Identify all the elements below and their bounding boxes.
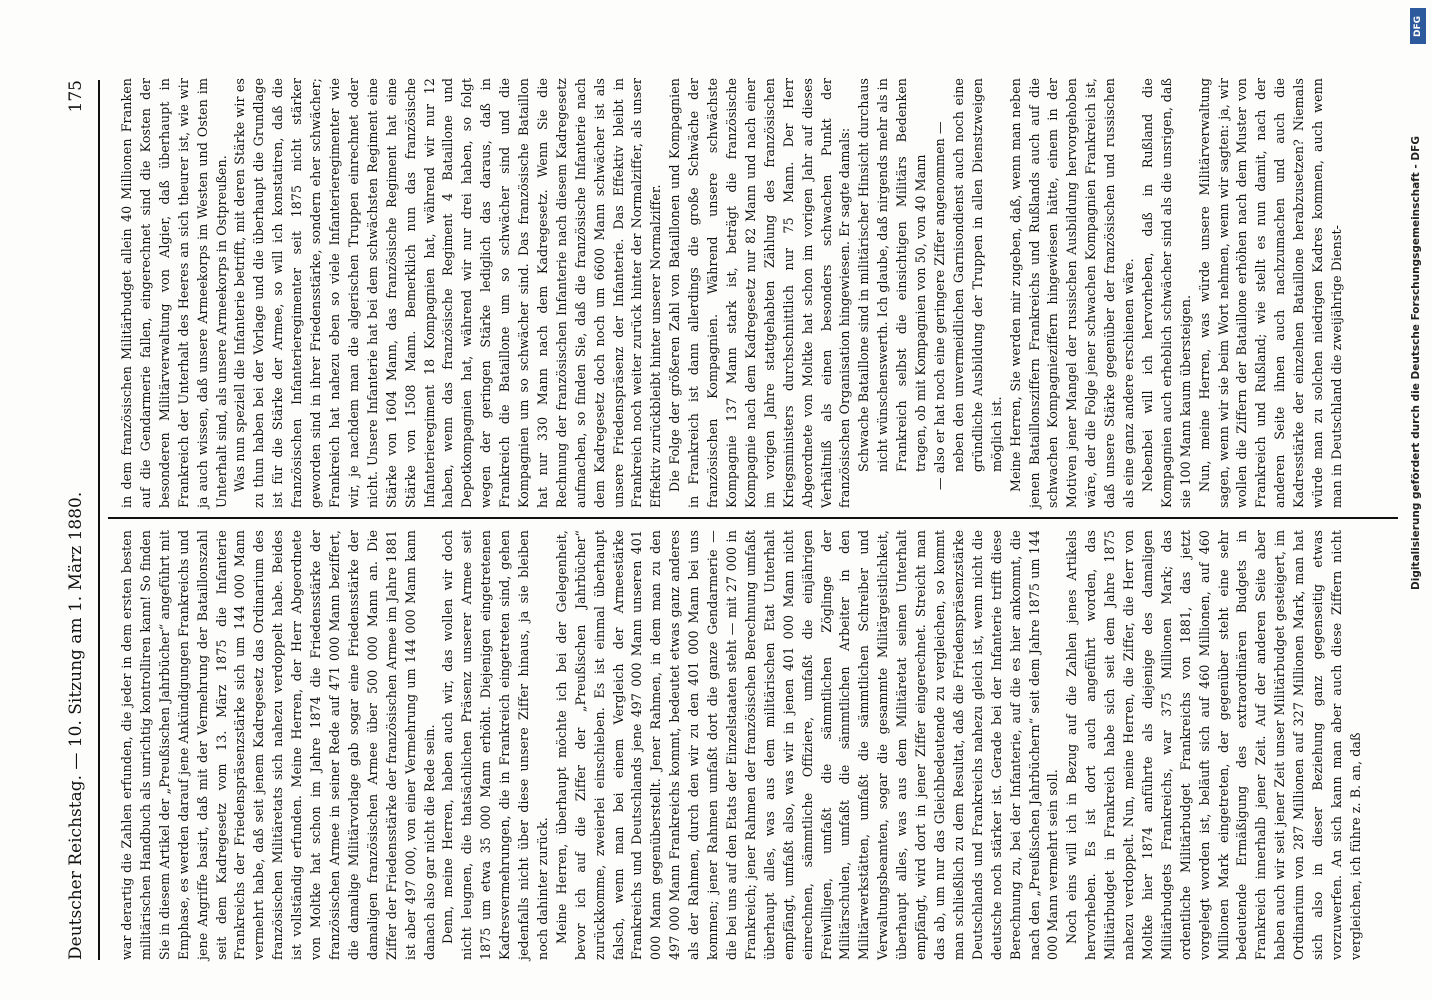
paragraph: Meine Herren, überhaupt möchte ich bei der Gelegenheit, bevor ich auf die Ziffer der „Preußischen Jahrbücher“ zurückkomme, zweierlei einschieben. Es ist einmal überhaupt falsch, wenn man bei einem Vergleich der Armeestärke Frankreichs und Deutschlands jene 497 000 Mann unseren 401 000 Mann gegenüberstellt. Jener Rahmen, in dem man zu den 497 000 Mann Frankreichs kommt, bedeutet etwas ganz anderes als der Rahmen, durch den wir zu den 401 000 Mann bei uns kommen; jener Rahmen umfaßt dort die ganze Gendarmerie — die bei uns auf den Etats der Einzelstaaten steht — mit 27 000 in Frankreich; jener Rahmen der französischen Berechnung umfaßt überhaupt alles, was aus dem militärischen Etat Unterhalt empfängt, umfaßt also, was wir in jenen 401 000 Mann nicht einrechnen, sämmtliche Offiziere, umfaßt die einjährigen Freiwilligen, umfaßt die sämmtlichen Zöglinge der Militärschulen, umfaßt die sämmtlichen Arbeiter in den Militärwerkstätten, umfaßt die sämmtlichen Schreiber und Verwaltungsbeamten, sogar die gesammte Militärgeistlichkeit, überhaupt alles, was aus dem Militäretat seinen Unterhalt empfängt, wird dort in jener Ziffer eingerechnet. Streicht man das ab, um nur das Gleichbedeutende zu vergleichen, so kommt man schließlich zu dem Resultat, daß die Friedenspräsenzstärke Deutschlands und Frankreichs nahezu gleich ist, wenn nicht die deutsche noch stärker ist. Gerade bei der Infanterie trifft diese Berechnung zu, bei der Infanterie, auf die es hier ankommt, die nach den „Preußischen Jahrbüchern“ seit dem Jahre 1875 um 144 000 Mann vermehrt sein soll. [553, 530, 1061, 960]
credit-text: Digitalisierung gefördert durch die Deutsche Forschungsgemeinschaft - DFG [1410, 136, 1422, 590]
interjection: — also er hat noch eine geringere Ziffer angenommen — [931, 121, 947, 490]
quotation: neben den unvermeidlichen Garnisondienst auch noch eine gründliche Ausbildung der Truppen in allen Dienstzweigen möglich ist. [950, 78, 1004, 472]
paragraph: in dem französischen Militärbudget allein 40 Millionen Franken auf die Gendarmerie fallen, eingerechnet sind die Kosten der besonderen Militärverwaltung von Algier, daß überhaupt in Frankreich der Unterhalt des Heeres an sich theurer ist, wie wir ja auch wissen, daß unsere Armeekorps im Westen und Osten im Unterhalt sind, als unsere Armeekorps in Ostpreußen. [119, 78, 229, 508]
left-column [118, 530, 1366, 960]
paragraph: war derartig die Zahlen erfunden, die jeder in dem ersten besten militärischen Handbuch als unrichtig kontrolliren kann! So finden Sie in diesem Artikel der „Preußischen Jahrbücher“ angeführt mit Emphase, es werden darauf jene Ankündigungen Frankreichs und jene Angriffe basirt, daß mit der Vermehrung der Bataillonszahl seit dem Kadregesetz vom 13. März 1875 die Infanterie Frankreichs der Friedenspräsenzstärke sich um 144 000 Mann vermehrt habe, daß seit jenem Kadregesetz das Ordinarium des französischen Militäretats sich nahezu verdoppelt habe. Beides ist vollständig erfunden. Meine Herren, der Herr Abgeordnete von Moltke hat schon im Jahre 1874 die Friedensstärke der französischen Armee in seiner Rede auf 471 000 Mann beziffert, die damalige Militärvorlage gab sogar eine Friedensstärke der damaligen französischen Armee über 500 000 Mann an. Die Ziffer der Friedensstärke der französischen Armee im Jahre 1881 ist aber 497 000, von einer Vermehrung um 144 000 Mann kann danach also gar nicht die Rede sein. [119, 530, 437, 960]
dfg-logo: DFG [1410, 8, 1426, 44]
running-title: Deutscher Reichstag. — 10. Sitzung am 1. März 1880. [66, 491, 86, 960]
paragraph: Nun, meine Herren, was würde unsere Militärverwaltung sagen, wenn wir sie beim Wort nehmen, wenn wir sagten: ja, wir wollen die Ziffern der Bataillone erhöhen nach dem Muster von Frankreich und Rußland; wie stellt es nun damit, nach der anderen Seite ihnen auch nachzumachen und auch die Kadresstärke der einzelnen Bataillone herabzusetzen? Niemals würde man zu solchen niedrigen Kadres kommen, auch wenn man in Deutschland die zweijährige Dienst- [1196, 78, 1344, 508]
paragraph: Was nun speziell die Infanterie betrifft, mit deren Stärke wir es zu thun haben bei der Vorlage und die überhaupt die Grundlage ist für die Stärke der Armee, so will ich konstatiren, daß die französischen Infanterieregimenter seit 1875 nicht stärker geworden sind in ihrer Friedensstärke, sondern eher schwächer; Frankreich hat nahezu eben so viele Infanterieregimenter wie wir, je nachdem man die algerischen Truppen einrechnet oder nicht. Unsere Infanterie hat bei dem schwächsten Regiment eine Stärke von 1604 Mann, das französische Regiment hat eine Stärke von 1508 Mann. Bemerklich nun das französische Infanterieregiment 18 Kompagnien hat, während wir nur 12 haben, wenn das französische Regiment 4 Bataillone und Depotkompagnien hat, während wir nur drei haben, so folgt wegen der geringen Stärke lediglich das daraus, daß in Frankreich die Bataillone um so schwächer sind und die Kompagnien um so schwächer sind. Das französische Bataillon hat nur 330 Mann nach dem Kadregesetz. Wenn Sie die Rechnung der französischen Infanterie nach diesem Kadregesetz aufmachen, so finden Sie, daß die französische Infanterie nach dem Kadregesetz doch noch um 6600 Mann schwächer ist als unsere Friedenspräsenz der Infanterie. Das Effektiv bleibt in Frankreich noch weiter zurück hinter der Normalziffer, als unser Effektiv zurückbleibt hinter unserer Normalziffer. [232, 78, 664, 508]
paragraph: Denn, meine Herren, haben auch wir, das wollen wir doch nicht leugnen, die thatsächlichen Präsenz unserer Armee seit 1875 um etwa 35 000 Mann erhöht. Diejenigen eingetretenen Kadresvermehrungen, die in Frankreich eingetreten sind, gehen jedenfalls nicht über diese unsere Ziffer hinaus, ja sie bleiben noch dahinter zurück. [440, 530, 550, 960]
right-column [118, 78, 1347, 508]
paragraph: Meine Herren, Sie werden mir zugeben, daß, wenn man neben jenen Bataillonsziffern Frankreichs und Rußlands auch auf die schwachen Kompagnieziffern hingewiesen hätte, einem in der Motiven jener Mangel der russischen Ausbildung hervorgehoben wäre, der die Folge jener schwachen Kompagnien Frankreich ist, daß unsere Stärke gegenüber der französischen und russischen als eine ganz andere erschienen wäre. [1007, 78, 1137, 508]
header-rule [98, 80, 100, 960]
page-number: 175 [66, 80, 86, 113]
paragraph: Noch eins will ich in Bezug auf die Zahlen jenes Artikels hervorheben. Es ist dort auch angeführt worden, das Militärbudget in Frankreich habe sich seit dem Jahre 1875 nahezu verdoppelt. Nun, meine Herren, die Ziffer, die Herr von Moltke hier 1874 anführte als diejenige des damaligen Militärbudgets Frankreichs, war 375 Millionen Mark; das ordentliche Militärbudget Frankreichs von 1881, das jetzt vorgelegt worden ist, beläuft sich auf 460 Millionen, auf 460 Millionen Mark eingetreten, der gegenüber steht eine sehr bedeutende Ermäßigung des extraordinären Budgets in Frankreich innerhalb jener Zeit. Auf der anderen Seite aber haben auch wir seit jener Zeit unser Militärbudget gesteigert, im Ordinarium von 287 Millionen auf 327 Millionen Mark, man hat sich also in dieser Beziehung ganz gegenseitig etwas vorzuwerfen. An sich kann man aber auch diese Ziffern nicht vergleichen, ich führe z. B. an, daß [1064, 530, 1363, 960]
rotated-page [48, 40, 1423, 1000]
paragraph: Nebenbei will ich hervorheben, daß in Rußland die Kompagnien auch erheblich schwächer sind als die unsrigen, daß sie 100 Mann kaum übersteigen. [1139, 78, 1193, 508]
quotation: Schwache Bataillone sind in militärischer Hinsicht durchaus nicht wünschenswerth. Ich glaube, daß nirgends mehr als in Frankreich selbst die einsichtigen Militärs Bedenken tragen, ob mit Kompagnien von 50, von 40 Mann [856, 78, 929, 472]
paragraph: Die Folge der größeren Zahl von Bataillonen und Kompagnien in Frankreich ist dann allerdings die große Schwäche der französischen Kompagnien. Während unsere schwächste Kompagnie 137 Mann stark ist, beträgt die französische Kompagnie nach dem Kadregesetz nur 82 Mann und nach einer im vorigen Jahre stattgehabten Zählung des französischen Kriegsministers durchschnittlich nur 75 Mann. Der Herr Abgeordnete von Moltke hat schon im vorigen Jahr auf dieses Verhältniß als einen besonders schwachen Punkt der französischen Organisation hingewiesen. Er sagte damals: [667, 78, 853, 508]
page-header [66, 80, 94, 960]
column-divider [108, 517, 1398, 519]
digitization-credit [1402, 0, 1432, 1000]
